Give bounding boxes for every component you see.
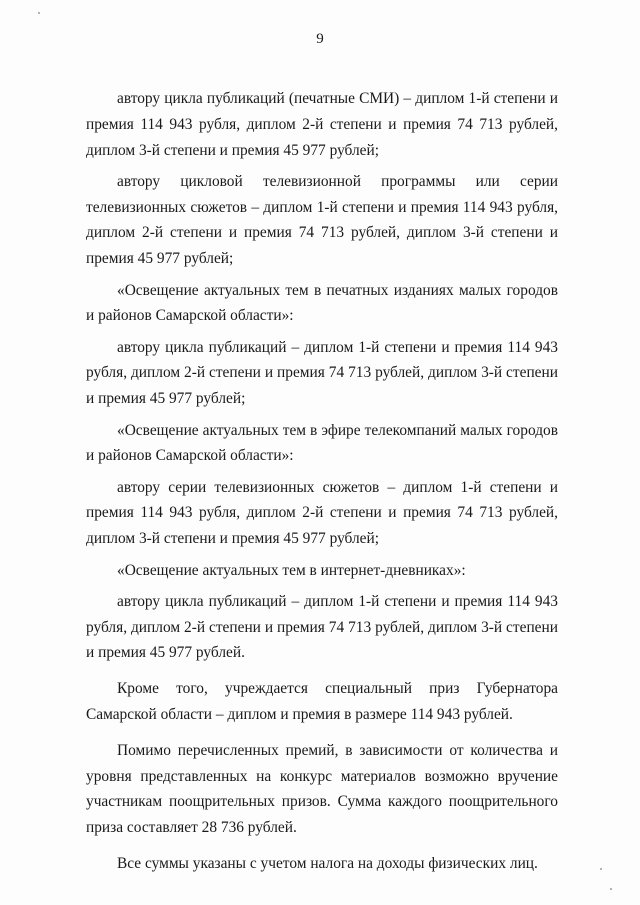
- paragraph-nomination-small-town-print: «Освещение актуальных тем в печатных изданиях малых городов и районов Самарской области»:: [86, 281, 558, 325]
- paragraph-tax-note: Все суммы указаны с учетом налога на доходы физических лиц.: [117, 855, 538, 873]
- paragraph-nomination-internet-diaries: «Освещение актуальных тем в интернет-дневниках»:: [117, 561, 466, 579]
- scan-speck: [610, 888, 612, 890]
- paragraph-nomination-small-town-tv: «Освещение актуальных тем в эфире телекомпаний малых городов и районов Самарской области»:: [86, 421, 558, 465]
- paragraph-print-media-prizes: автору цикла публикаций (печатные СМИ) – диплом 1-й степени и премия 114 943 рубля, диплом 2-й степени и премия 74 713 рублей, диплом 3-й степени и премия 45 977 рублей;: [86, 90, 558, 159]
- paragraph-incentive-prizes: Помимо перечисленных премий, в зависимости от количества и уровня представленных на конкурс материалов возможно вручение участникам поощрительных призов. Сумма каждого поощрительного приза составляет 28 736 рублей.: [86, 741, 558, 837]
- paragraph-small-town-tv-prizes: автору серии телевизионных сюжетов – диплом 1-й степени и премия 114 943 рубля, диплом 2-й степени и премия 74 713 рублей, диплом 3-й степени и премия 45 977 рублей;: [86, 478, 558, 548]
- paragraph-internet-diaries-prizes: автору цикла публикаций – диплом 1-й степени и премия 114 943 рубля, диплом 2-й степени и премия 74 713 рублей, диплом 3-й степени и премия 45 977 рублей.: [86, 592, 558, 662]
- paragraph-tv-program-prizes: автору цикловой телевизионной программы или серии телевизионных сюжетов – диплом 1-й степени и премия 114 943 рубля, диплом 2-й степени и премия 74 713 рублей, диплом 3-й степени и премия 45 977 рублей;: [86, 172, 558, 268]
- document-body: [86, 86, 558, 882]
- paragraph-governor-special-prize: Кроме того, учреждается специальный приз Губернатора Самарской области – диплом и премия в размере 114 943 рублей.: [86, 680, 558, 724]
- scan-speck: [38, 12, 40, 14]
- scan-speck: [600, 868, 602, 870]
- page-number: 9: [316, 31, 324, 47]
- paragraph-small-town-print-prizes: автору цикла публикаций – диплом 1-й степени и премия 114 943 рубля, диплом 2-й степени и премия 74 713 рублей, диплом 3-й степени и премия 45 977 рублей;: [86, 338, 558, 408]
